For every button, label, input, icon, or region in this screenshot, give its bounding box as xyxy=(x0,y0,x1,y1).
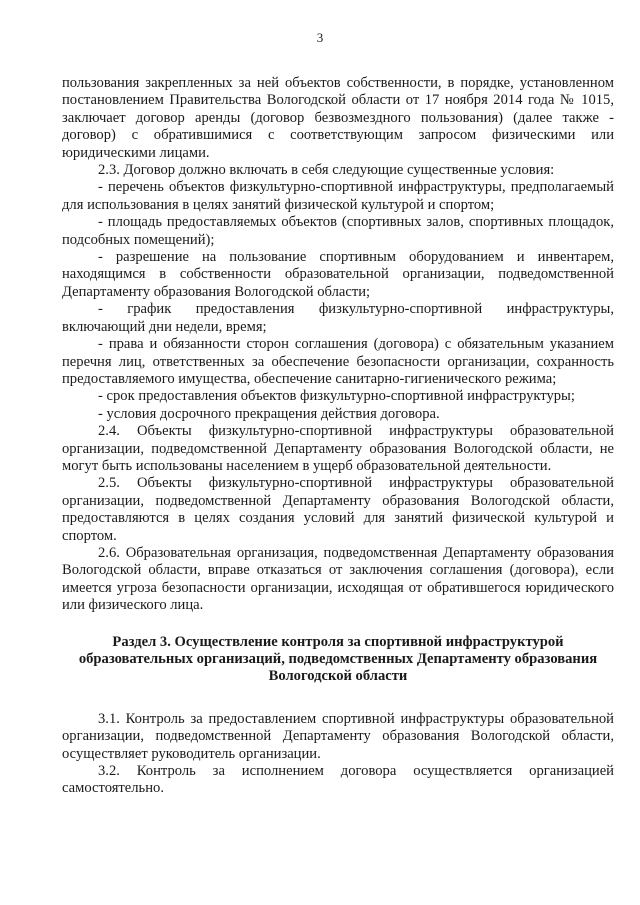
section-2-continuation xyxy=(62,75,614,615)
page-number: 3 xyxy=(316,30,324,45)
paragraph: - условия досрочного прекращения действия договора. xyxy=(98,405,440,422)
section-3-body xyxy=(62,711,614,798)
paragraph: 2.3. Договор должно включать в себя следующие существенные условия: xyxy=(98,162,555,179)
paragraph: 3.2. Контроль за исполнением договора осуществляется организацией самостоятельно. xyxy=(62,763,614,797)
paragraph: - график предоставления физкультурно-спортивной инфраструктуры, включающий дни недели, время; xyxy=(62,301,614,335)
paragraph: - права и обязанности сторон соглашения (договора) с обязательным указанием перечня лиц, ответственных за обеспечение безопасности организации, сохранность предоставляемого имущества, обеспечение санитарно-гигиенического режима; xyxy=(62,336,614,387)
paragraph: 2.5. Объекты физкультурно-спортивной инфраструктуры образовательной организации, подведомственной Департаменту образования Вологодской области, предоставляются в целях создания условий для занятий физической культурой и спортом. xyxy=(62,475,614,544)
paragraph: - разрешение на пользование спортивным оборудованием и инвентарем, находящимся в собственности образовательной организации, подведомственной Департаменту образования Вологодской области; xyxy=(62,249,614,300)
paragraph: 2.4. Объекты физкультурно-спортивной инфраструктуры образовательной организации, подведомственной Департаменту образования Вологодской области, не могут быть использованы населением в ущерб образовательной деятельности. xyxy=(62,423,614,474)
document-body xyxy=(62,75,614,798)
paragraph: - перечень объектов физкультурно-спортивной инфраструктуры, предполагаемый для использования в целях занятий физической культурой и спортом; xyxy=(62,179,614,213)
section-3-heading: Раздел 3. Осуществление контроля за спортивной инфраструктурой образовательных организаций, подведомственных Департаменту образования Вологодской области xyxy=(78,633,598,685)
paragraph: 2.6. Образовательная организация, подведомственная Департаменту образования Вологодской области, вправе отказаться от заключения соглашения (договора), если имеется угроза безопасности организации, исходящая от обратившегося юридического или физического лица. xyxy=(62,544,614,614)
paragraph: 3.1. Контроль за предоставлением спортивной инфраструктуры образовательной организации, подведомственной Департаменту образования Вологодской области, осуществляет руководитель организации. xyxy=(62,710,614,762)
paragraph: - срок предоставления объектов физкультурно-спортивной инфраструктуры; xyxy=(98,388,575,405)
paragraph: пользования закрепленных за ней объектов собственности, в порядке, установленном постановлением Правительства Вологодской области от 17 ноября 2014 года № 1015, заключает договор аренды (договор безвозмездного пользования) (далее также - договор) с обратившимися с соответствующим запросом физическими или юридическими лицами. xyxy=(62,75,614,161)
paragraph: - площадь предоставляемых объектов (спортивных залов, спортивных площадок, подсобных помещений); xyxy=(62,214,614,248)
